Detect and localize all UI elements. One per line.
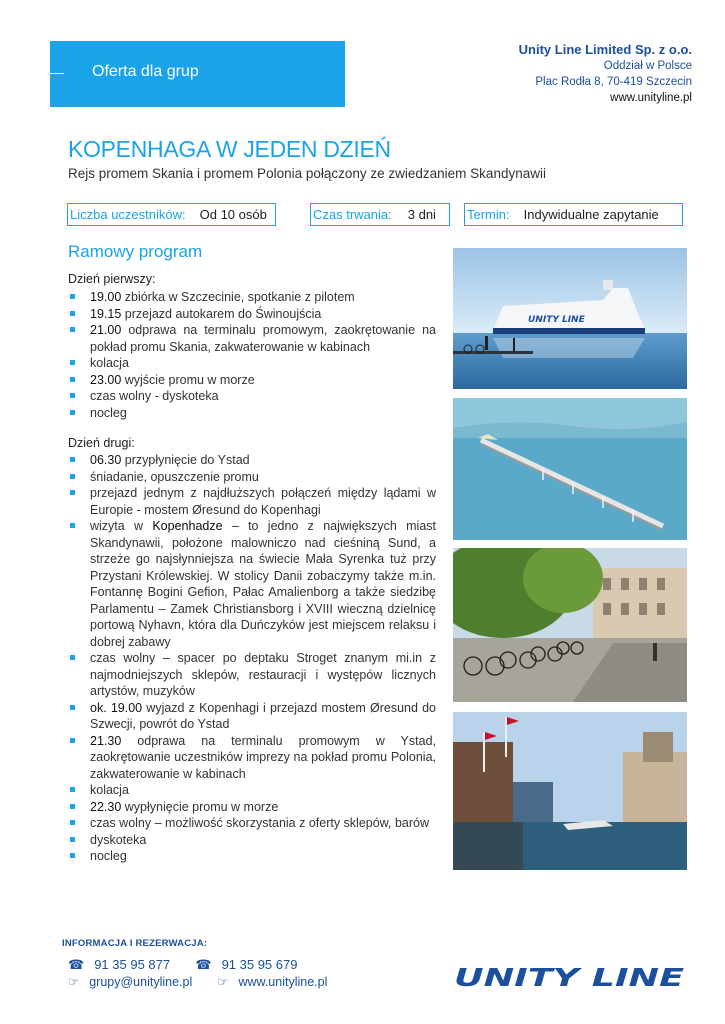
company-address: Plac Rodła 8, 70-419 Szczecin <box>535 76 692 88</box>
duration-value: 3 dni <box>407 207 436 222</box>
bullet-icon <box>70 360 75 365</box>
day2-title: Dzień drugi: <box>68 436 135 450</box>
list-item: czas wolny - dyskoteka <box>68 388 436 405</box>
pointer-icon: ☞ <box>68 975 80 989</box>
list-item: kolacja <box>68 355 436 372</box>
term-label: Termin: <box>467 207 510 222</box>
list-item: 21.00 odprawa na terminalu promowym, zaokrętowanie na pokład promu Skania, zakwaterowanie w kabinach <box>68 322 436 355</box>
list-item: czas wolny – możliwość skorzystania z oferty sklepów, barów <box>68 815 436 832</box>
bullet-icon <box>70 804 75 809</box>
website-link[interactable]: www.unityline.pl <box>238 975 328 989</box>
oresund-bridge-photo <box>453 398 687 540</box>
list-item: wizyta w Kopenhadze – to jedno z największych miast Skandynawii, położone malowniczo nad cieśniną Sund, a strzeże go najsłynniejsza na świecie Mała Syrenka tuż przy Przystani Królewskiej. W stolicy Danii zobaczymy także m.in. Fontannę Bogini Gefion, Pałac Amalienborg a także siedzibę Parlamentu – Zamek Christiansborg i XVIII wieczną dzielnicę portową Nyhavn, która dla Duńczyków jest miejscem relaksu i dobrej zabawy <box>68 518 436 650</box>
nyhavn-canal-photo <box>453 712 687 870</box>
bullet-icon <box>70 820 75 825</box>
list-item: 23.00 wyjście promu w morze <box>68 372 436 389</box>
banner-divider <box>50 73 64 74</box>
bullet-icon <box>70 705 75 710</box>
footer-phones <box>68 957 297 973</box>
banner-title: Oferta dla grup <box>92 63 199 80</box>
bullet-icon <box>70 837 75 842</box>
unity-line-logo <box>452 962 686 992</box>
phone-icon: ☎ <box>195 957 212 972</box>
participants-box <box>67 203 276 226</box>
bullet-icon <box>70 377 75 382</box>
participants-label: Liczba uczestników: <box>70 207 186 222</box>
participants-value: Od 10 osób <box>199 207 267 222</box>
bullet-icon <box>70 311 75 316</box>
bullet-icon <box>70 294 75 299</box>
phone-1[interactable]: 91 35 95 877 <box>94 957 171 972</box>
page-title: KOPENHAGA W JEDEN DZIEŃ <box>68 136 391 162</box>
company-info <box>519 42 692 106</box>
bullet-icon <box>70 853 75 858</box>
program-heading: Ramowy program <box>68 242 203 261</box>
list-item: 06.30 przypłynięcie do Ystad <box>68 452 436 469</box>
email-link[interactable]: grupy@unityline.pl <box>89 975 193 989</box>
bullet-icon <box>70 410 75 415</box>
day1-title: Dzień pierwszy: <box>68 272 156 286</box>
copenhagen-street-photo <box>453 548 687 702</box>
company-name: Unity Line Limited Sp. z o.o. <box>518 42 692 57</box>
list-item: kolacja <box>68 782 436 799</box>
ferry-photo <box>453 248 687 389</box>
bullet-icon <box>70 655 75 660</box>
footer-contact <box>68 974 327 989</box>
bullet-icon <box>70 738 75 743</box>
bullet-icon <box>70 523 75 528</box>
list-item: nocleg <box>68 848 436 865</box>
bullet-icon <box>70 393 75 398</box>
footer-title: INFORMACJA I REZERWACJA: <box>62 938 208 949</box>
day1-list <box>68 289 436 421</box>
bullet-icon <box>70 474 75 479</box>
company-branch: Oddział w Polsce <box>603 60 692 72</box>
ferry-name-text: UNITY LINE <box>528 315 585 325</box>
term-value: Indywidualne zapytanie <box>523 207 659 222</box>
list-item: 19.15 przejazd autokarem do Świnoujścia <box>68 306 436 323</box>
pointer-icon: ☞ <box>217 975 229 989</box>
page-subtitle: Rejs promem Skania i promem Polonia połączony ze zwiedzaniem Skandynawii <box>68 166 546 181</box>
duration-box <box>310 203 450 226</box>
list-item: 21.30 odprawa na terminalu promowym w Ystad, zaokrętowanie uczestników imprezy na pokład promu Polonia, zakwaterowanie w kabinach <box>68 733 436 783</box>
bullet-icon <box>70 787 75 792</box>
phone-2[interactable]: 91 35 95 679 <box>221 957 298 972</box>
list-item: ok. 19.00 wyjazd z Kopenhagi i przejazd mostem Øresund do Szwecji, powrót do Ystad <box>68 700 436 733</box>
day2-list <box>68 452 436 865</box>
phone-icon: ☎ <box>68 957 85 972</box>
list-item: dyskoteka <box>68 832 436 849</box>
list-item: śniadanie, opuszczenie promu <box>68 469 436 486</box>
list-item: przejazd jednym z najdłuższych połączeń między lądami w Europie - mostem Øresund do Kopenhagi <box>68 485 436 518</box>
term-box <box>464 203 683 226</box>
duration-label: Czas trwania: <box>313 207 392 222</box>
bullet-icon <box>70 327 75 332</box>
list-item: 19.00 zbiórka w Szczecinie, spotkanie z pilotem <box>68 289 436 306</box>
list-item: 22.30 wypłynięcie promu w morze <box>68 799 436 816</box>
company-website[interactable]: www.unityline.pl <box>610 92 692 104</box>
bullet-icon <box>70 457 75 462</box>
bullet-icon <box>70 490 75 495</box>
list-item: czas wolny – spacer po deptaku Stroget znanym mi.in z najmodniejszych sklepów, restauracji i występów licznych artystów, muzyków <box>68 650 436 700</box>
list-item: nocleg <box>68 405 436 422</box>
logo-text: UNITY LINE <box>454 963 684 992</box>
